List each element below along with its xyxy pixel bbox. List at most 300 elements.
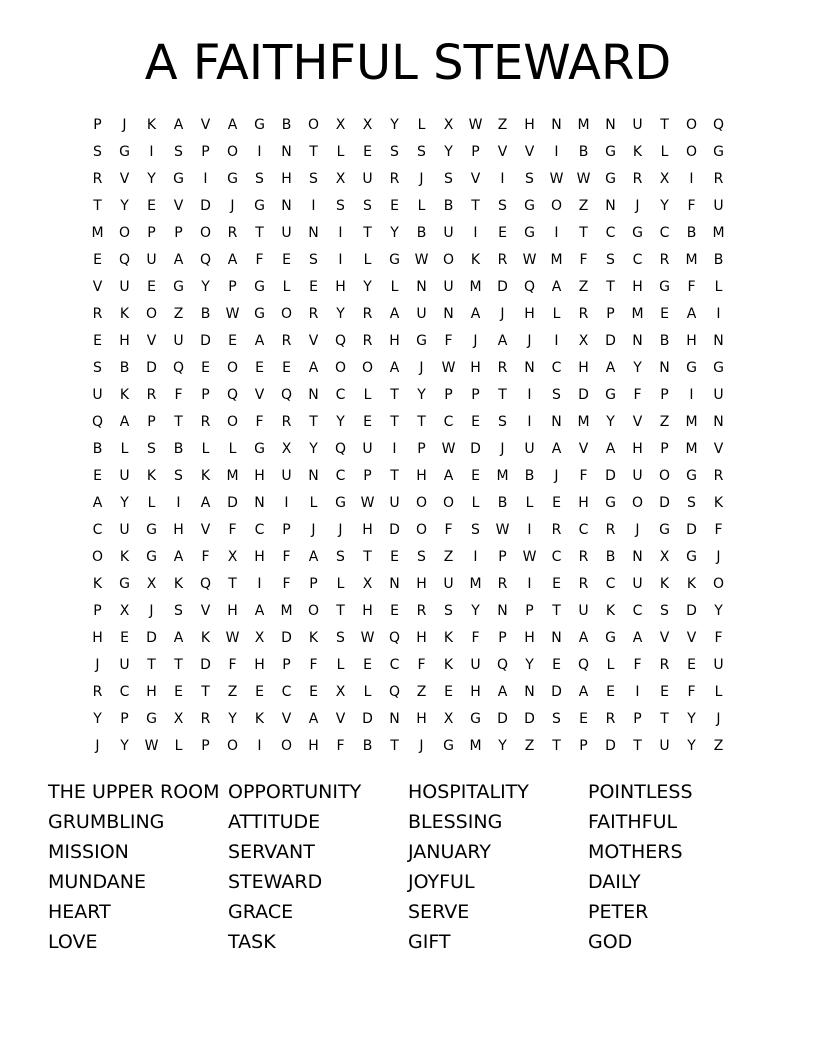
grid-letter[interactable]: B [362, 738, 373, 754]
grid-letter[interactable]: Z [497, 117, 508, 133]
grid-letter[interactable]: Y [687, 738, 696, 754]
grid-letter[interactable]: M [577, 414, 590, 430]
grid-letter[interactable]: O [280, 306, 293, 322]
grid-letter[interactable]: H [632, 279, 643, 295]
grid-letter[interactable]: X [119, 603, 130, 619]
grid-letter[interactable]: Z [578, 279, 589, 295]
grid-letter[interactable]: R [605, 711, 616, 727]
grid-letter[interactable]: Y [390, 225, 399, 241]
grid-letter[interactable]: H [335, 279, 346, 295]
grid-letter[interactable]: A [497, 333, 508, 349]
grid-letter[interactable]: V [254, 387, 265, 403]
grid-letter[interactable]: J [554, 468, 559, 484]
grid-letter[interactable]: K [470, 252, 481, 268]
grid-letter[interactable]: E [93, 468, 102, 484]
grid-letter[interactable]: Y [228, 711, 237, 727]
grid-letter[interactable]: K [308, 630, 319, 646]
grid-letter[interactable]: A [227, 252, 238, 268]
grid-letter[interactable]: Y [336, 306, 345, 322]
grid-letter[interactable]: K [92, 576, 103, 592]
grid-letter[interactable]: R [227, 225, 238, 241]
grid-letter[interactable]: Q [199, 252, 212, 268]
grid-letter[interactable]: I [473, 549, 478, 565]
grid-letter[interactable]: R [92, 171, 103, 187]
grid-letter[interactable]: E [552, 657, 561, 673]
grid-letter[interactable]: I [473, 225, 478, 241]
grid-letter[interactable]: H [578, 360, 589, 376]
grid-letter[interactable]: G [659, 279, 670, 295]
grid-letter[interactable]: M [469, 576, 482, 592]
grid-letter[interactable]: C [551, 360, 562, 376]
grid-letter[interactable]: I [338, 252, 343, 268]
grid-letter[interactable]: S [552, 387, 561, 403]
grid-letter[interactable]: U [524, 441, 535, 457]
grid-letter[interactable]: G [605, 495, 616, 511]
grid-letter[interactable]: V [200, 603, 211, 619]
grid-letter[interactable]: H [389, 333, 400, 349]
grid-letter[interactable]: C [632, 252, 643, 268]
grid-letter[interactable]: C [281, 684, 292, 700]
grid-letter[interactable]: E [687, 657, 696, 673]
grid-letter[interactable]: O [226, 144, 239, 160]
grid-letter[interactable]: O [307, 603, 320, 619]
grid-letter[interactable]: O [145, 306, 158, 322]
grid-letter[interactable]: N [605, 198, 616, 214]
grid-letter[interactable]: G [605, 144, 616, 160]
grid-letter[interactable]: S [498, 414, 507, 430]
grid-letter[interactable]: U [632, 576, 643, 592]
grid-letter[interactable]: Z [524, 738, 535, 754]
grid-letter[interactable]: Q [388, 630, 401, 646]
grid-letter[interactable]: P [444, 387, 453, 403]
grid-letter[interactable]: H [416, 630, 427, 646]
grid-letter[interactable]: X [281, 441, 292, 457]
grid-letter[interactable]: O [91, 549, 104, 565]
grid-letter[interactable]: G [686, 549, 697, 565]
grid-letter[interactable]: S [498, 198, 507, 214]
grid-letter[interactable]: S [336, 630, 345, 646]
grid-letter[interactable]: U [713, 657, 724, 673]
grid-letter[interactable]: U [578, 603, 589, 619]
grid-letter[interactable]: T [201, 684, 210, 700]
grid-letter[interactable]: E [174, 684, 183, 700]
grid-letter[interactable]: A [308, 360, 319, 376]
grid-letter[interactable]: O [226, 360, 239, 376]
grid-letter[interactable]: O [415, 522, 428, 538]
grid-letter[interactable]: Y [498, 738, 507, 754]
grid-letter[interactable]: P [120, 711, 129, 727]
grid-letter[interactable]: D [497, 279, 508, 295]
grid-letter[interactable]: L [336, 144, 345, 160]
grid-letter[interactable]: X [659, 549, 670, 565]
grid-letter[interactable]: L [228, 441, 237, 457]
grid-letter[interactable]: H [632, 441, 643, 457]
grid-letter[interactable]: S [417, 144, 426, 160]
grid-letter[interactable]: E [228, 333, 237, 349]
grid-letter[interactable]: A [200, 495, 211, 511]
grid-letter[interactable]: V [659, 630, 670, 646]
grid-letter[interactable]: P [363, 468, 372, 484]
grid-letter[interactable]: M [280, 603, 293, 619]
grid-letter[interactable]: B [173, 441, 184, 457]
grid-letter[interactable]: W [549, 171, 564, 187]
grid-letter[interactable]: Y [309, 441, 318, 457]
grid-letter[interactable]: I [527, 576, 532, 592]
grid-letter[interactable]: T [228, 576, 237, 592]
grid-letter[interactable]: R [362, 306, 373, 322]
grid-letter[interactable]: P [93, 603, 102, 619]
grid-letter[interactable]: W [360, 630, 375, 646]
grid-letter[interactable]: O [280, 738, 293, 754]
grid-letter[interactable]: L [120, 441, 129, 457]
grid-letter[interactable]: O [631, 495, 644, 511]
grid-letter[interactable]: U [173, 333, 184, 349]
grid-letter[interactable]: U [362, 441, 373, 457]
grid-letter[interactable]: S [525, 171, 534, 187]
grid-letter[interactable]: J [419, 171, 424, 187]
grid-letter[interactable]: G [389, 252, 400, 268]
grid-letter[interactable]: R [281, 414, 292, 430]
grid-letter[interactable]: C [605, 576, 616, 592]
grid-letter[interactable]: X [659, 171, 670, 187]
grid-letter[interactable]: E [147, 198, 156, 214]
grid-letter[interactable]: U [632, 117, 643, 133]
grid-letter[interactable]: I [635, 684, 640, 700]
grid-letter[interactable]: V [308, 333, 319, 349]
grid-letter[interactable]: S [687, 495, 696, 511]
grid-letter[interactable]: G [254, 306, 265, 322]
grid-letter[interactable]: T [363, 225, 372, 241]
grid-letter[interactable]: A [578, 684, 589, 700]
grid-letter[interactable]: Z [416, 684, 427, 700]
grid-letter[interactable]: W [225, 630, 240, 646]
grid-letter[interactable]: R [497, 252, 508, 268]
grid-letter[interactable]: F [282, 549, 291, 565]
grid-letter[interactable]: L [606, 657, 615, 673]
grid-letter[interactable]: A [551, 279, 562, 295]
grid-letter[interactable]: S [390, 144, 399, 160]
grid-letter[interactable]: B [497, 495, 508, 511]
grid-letter[interactable]: V [497, 144, 508, 160]
grid-letter[interactable]: R [497, 360, 508, 376]
grid-letter[interactable]: E [201, 360, 210, 376]
grid-letter[interactable]: J [635, 198, 640, 214]
grid-letter[interactable]: G [227, 171, 238, 187]
grid-letter[interactable]: H [146, 684, 157, 700]
grid-letter[interactable]: P [606, 306, 615, 322]
grid-letter[interactable]: H [470, 684, 481, 700]
grid-letter[interactable]: H [524, 630, 535, 646]
grid-letter[interactable]: Q [226, 387, 239, 403]
grid-letter[interactable]: J [230, 198, 235, 214]
grid-letter[interactable]: A [605, 360, 616, 376]
grid-letter[interactable]: G [173, 279, 184, 295]
grid-letter[interactable]: B [578, 144, 589, 160]
grid-letter[interactable]: O [415, 495, 428, 511]
grid-letter[interactable]: O [442, 252, 455, 268]
grid-letter[interactable]: W [495, 522, 510, 538]
grid-letter[interactable]: K [173, 576, 184, 592]
grid-letter[interactable]: U [389, 495, 400, 511]
grid-letter[interactable]: G [605, 630, 616, 646]
grid-letter[interactable]: F [444, 333, 453, 349]
grid-letter[interactable]: K [605, 603, 616, 619]
grid-letter[interactable]: D [605, 333, 616, 349]
grid-letter[interactable]: I [527, 414, 532, 430]
grid-letter[interactable]: O [361, 360, 374, 376]
grid-letter[interactable]: V [686, 630, 697, 646]
grid-letter[interactable]: M [550, 252, 563, 268]
grid-letter[interactable]: A [389, 306, 400, 322]
grid-letter[interactable]: R [578, 576, 589, 592]
grid-letter[interactable]: P [498, 630, 507, 646]
grid-letter[interactable]: D [551, 684, 562, 700]
grid-letter[interactable]: V [146, 333, 157, 349]
grid-letter[interactable]: J [149, 603, 154, 619]
grid-letter[interactable]: A [551, 441, 562, 457]
grid-letter[interactable]: E [255, 360, 264, 376]
grid-letter[interactable]: N [308, 387, 319, 403]
grid-letter[interactable]: R [551, 522, 562, 538]
grid-letter[interactable]: A [308, 549, 319, 565]
grid-letter[interactable]: T [471, 198, 480, 214]
grid-letter[interactable]: M [226, 468, 239, 484]
grid-letter[interactable]: S [309, 252, 318, 268]
grid-letter[interactable]: T [390, 738, 399, 754]
grid-letter[interactable]: E [309, 684, 318, 700]
grid-letter[interactable]: B [659, 333, 670, 349]
grid-letter[interactable]: N [497, 603, 508, 619]
grid-letter[interactable]: N [281, 198, 292, 214]
grid-letter[interactable]: A [686, 306, 697, 322]
grid-letter[interactable]: U [281, 468, 292, 484]
grid-letter[interactable]: J [473, 333, 478, 349]
grid-letter[interactable]: R [497, 576, 508, 592]
grid-letter[interactable]: J [527, 333, 532, 349]
grid-letter[interactable]: I [527, 387, 532, 403]
grid-letter[interactable]: T [363, 549, 372, 565]
grid-letter[interactable]: Y [606, 414, 615, 430]
grid-letter[interactable]: C [605, 225, 616, 241]
grid-letter[interactable]: V [470, 171, 481, 187]
grid-letter[interactable]: B [416, 225, 427, 241]
grid-letter[interactable]: A [605, 441, 616, 457]
grid-letter[interactable]: B [200, 306, 211, 322]
grid-letter[interactable]: I [311, 198, 316, 214]
grid-letter[interactable]: L [363, 387, 372, 403]
grid-letter[interactable]: A [254, 603, 265, 619]
grid-letter[interactable]: G [659, 522, 670, 538]
grid-letter[interactable]: P [228, 279, 237, 295]
grid-letter[interactable]: D [200, 198, 211, 214]
grid-letter[interactable]: F [417, 657, 426, 673]
grid-letter[interactable]: G [254, 279, 265, 295]
grid-letter[interactable]: Y [444, 144, 453, 160]
grid-letter[interactable]: J [500, 306, 505, 322]
grid-letter[interactable]: E [282, 252, 291, 268]
grid-letter[interactable]: Q [523, 279, 536, 295]
grid-letter[interactable]: U [443, 576, 454, 592]
grid-letter[interactable]: V [281, 711, 292, 727]
grid-letter[interactable]: T [417, 414, 426, 430]
grid-letter[interactable]: H [281, 171, 292, 187]
grid-letter[interactable]: K [200, 468, 211, 484]
grid-letter[interactable]: H [416, 711, 427, 727]
grid-letter[interactable]: E [147, 279, 156, 295]
grid-letter[interactable]: U [713, 387, 724, 403]
grid-letter[interactable]: K [146, 117, 157, 133]
grid-letter[interactable]: R [281, 333, 292, 349]
grid-letter[interactable]: H [362, 603, 373, 619]
grid-letter[interactable]: V [524, 144, 535, 160]
grid-letter[interactable]: P [282, 657, 291, 673]
grid-letter[interactable]: N [551, 117, 562, 133]
grid-letter[interactable]: R [92, 684, 103, 700]
grid-letter[interactable]: V [119, 171, 130, 187]
grid-letter[interactable]: D [146, 630, 157, 646]
grid-letter[interactable]: F [228, 522, 237, 538]
grid-letter[interactable]: E [390, 198, 399, 214]
grid-letter[interactable]: G [146, 711, 157, 727]
grid-letter[interactable]: I [554, 225, 559, 241]
grid-letter[interactable]: T [174, 414, 183, 430]
grid-letter[interactable]: F [201, 549, 210, 565]
grid-letter[interactable]: Y [660, 198, 669, 214]
grid-letter[interactable]: G [443, 738, 454, 754]
grid-letter[interactable]: Y [525, 657, 534, 673]
grid-letter[interactable]: I [338, 225, 343, 241]
grid-letter[interactable]: G [254, 441, 265, 457]
grid-letter[interactable]: P [282, 522, 291, 538]
grid-letter[interactable]: B [713, 252, 724, 268]
grid-letter[interactable]: I [203, 171, 208, 187]
grid-letter[interactable]: G [524, 198, 535, 214]
grid-letter[interactable]: E [93, 252, 102, 268]
grid-letter[interactable]: T [552, 738, 561, 754]
grid-letter[interactable]: M [712, 225, 725, 241]
grid-letter[interactable]: C [92, 522, 103, 538]
grid-letter[interactable]: J [635, 522, 640, 538]
grid-letter[interactable]: A [119, 414, 130, 430]
grid-letter[interactable]: P [201, 738, 210, 754]
grid-letter[interactable]: L [147, 495, 156, 511]
grid-letter[interactable]: S [444, 603, 453, 619]
grid-letter[interactable]: L [714, 279, 723, 295]
grid-letter[interactable]: L [552, 306, 561, 322]
grid-letter[interactable]: P [498, 549, 507, 565]
grid-letter[interactable]: G [713, 360, 724, 376]
grid-letter[interactable]: H [416, 468, 427, 484]
grid-letter[interactable]: T [390, 387, 399, 403]
grid-letter[interactable]: E [120, 630, 129, 646]
grid-letter[interactable]: C [659, 225, 670, 241]
grid-letter[interactable]: S [606, 252, 615, 268]
grid-letter[interactable]: T [309, 144, 318, 160]
grid-letter[interactable]: N [551, 630, 562, 646]
grid-letter[interactable]: W [441, 441, 456, 457]
grid-letter[interactable]: U [443, 279, 454, 295]
grid-letter[interactable]: H [470, 360, 481, 376]
grid-letter[interactable]: E [660, 684, 669, 700]
grid-letter[interactable]: L [417, 198, 426, 214]
grid-letter[interactable]: O [226, 414, 239, 430]
grid-letter[interactable]: Q [388, 684, 401, 700]
grid-letter[interactable]: R [659, 657, 670, 673]
grid-letter[interactable]: M [631, 306, 644, 322]
grid-letter[interactable]: J [716, 711, 721, 727]
grid-letter[interactable]: K [659, 576, 670, 592]
grid-letter[interactable]: U [281, 225, 292, 241]
grid-letter[interactable]: D [605, 738, 616, 754]
grid-letter[interactable]: H [254, 549, 265, 565]
grid-letter[interactable]: F [687, 198, 696, 214]
grid-letter[interactable]: X [443, 117, 454, 133]
grid-letter[interactable]: U [119, 657, 130, 673]
grid-letter[interactable]: S [174, 144, 183, 160]
grid-letter[interactable]: R [713, 171, 724, 187]
grid-letter[interactable]: C [551, 549, 562, 565]
grid-letter[interactable]: K [146, 468, 157, 484]
grid-letter[interactable]: Y [93, 711, 102, 727]
grid-letter[interactable]: A [632, 630, 643, 646]
grid-letter[interactable]: G [713, 144, 724, 160]
grid-letter[interactable]: V [713, 441, 724, 457]
grid-letter[interactable]: F [579, 252, 588, 268]
grid-letter[interactable]: G [470, 711, 481, 727]
grid-letter[interactable]: F [714, 522, 723, 538]
grid-letter[interactable]: P [525, 603, 534, 619]
grid-letter[interactable]: D [659, 495, 670, 511]
grid-letter[interactable]: D [200, 333, 211, 349]
grid-letter[interactable]: R [308, 306, 319, 322]
grid-letter[interactable]: R [362, 333, 373, 349]
grid-letter[interactable]: C [335, 468, 346, 484]
grid-letter[interactable]: U [119, 522, 130, 538]
grid-letter[interactable]: N [308, 468, 319, 484]
grid-letter[interactable]: J [95, 657, 100, 673]
grid-letter[interactable]: S [471, 522, 480, 538]
grid-letter[interactable]: N [254, 495, 265, 511]
grid-letter[interactable]: C [335, 387, 346, 403]
grid-letter[interactable]: B [92, 441, 103, 457]
grid-letter[interactable]: Y [390, 117, 399, 133]
grid-letter[interactable]: R [578, 306, 589, 322]
grid-letter[interactable]: Z [443, 549, 454, 565]
grid-letter[interactable]: I [257, 738, 262, 754]
grid-letter[interactable]: O [199, 225, 212, 241]
grid-letter[interactable]: Z [173, 306, 184, 322]
grid-letter[interactable]: U [362, 171, 373, 187]
grid-letter[interactable]: M [91, 225, 104, 241]
grid-letter[interactable]: V [173, 198, 184, 214]
grid-letter[interactable]: T [255, 225, 264, 241]
grid-letter[interactable]: C [254, 522, 265, 538]
grid-letter[interactable]: T [390, 468, 399, 484]
grid-letter[interactable]: U [92, 387, 103, 403]
grid-letter[interactable]: G [605, 171, 616, 187]
grid-letter[interactable]: P [147, 414, 156, 430]
grid-letter[interactable]: K [119, 387, 130, 403]
grid-letter[interactable]: E [471, 468, 480, 484]
grid-letter[interactable]: H [92, 630, 103, 646]
grid-letter[interactable]: C [632, 603, 643, 619]
grid-letter[interactable]: N [713, 333, 724, 349]
grid-letter[interactable]: E [579, 711, 588, 727]
grid-letter[interactable]: Q [496, 657, 509, 673]
grid-letter[interactable]: O [550, 198, 563, 214]
grid-letter[interactable]: I [689, 171, 694, 187]
grid-letter[interactable]: M [496, 468, 509, 484]
